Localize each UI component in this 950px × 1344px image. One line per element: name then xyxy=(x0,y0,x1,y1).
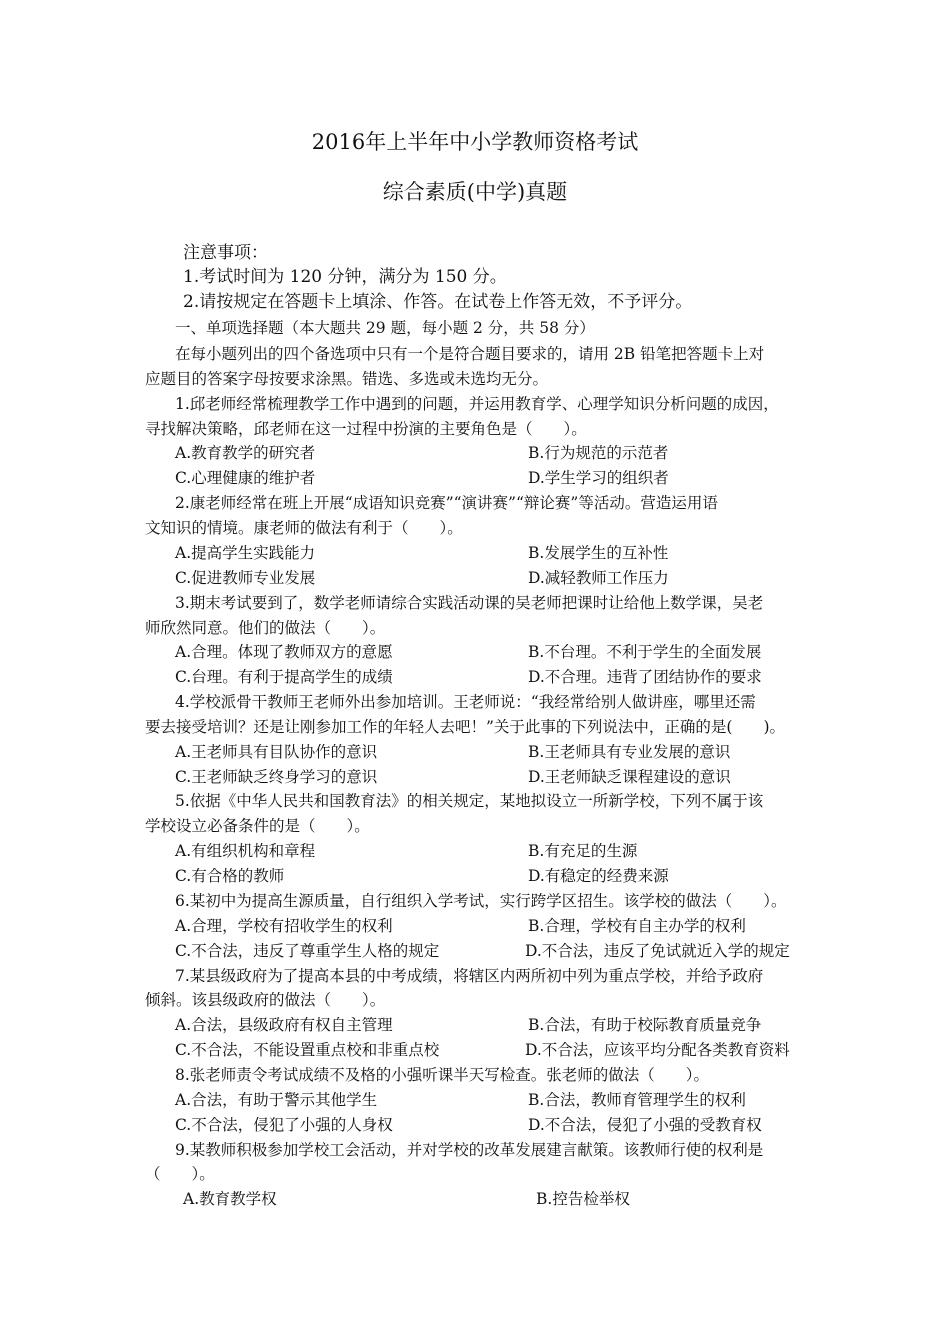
option-b: B.有充足的生源 xyxy=(528,842,638,860)
section-instruction: 在每小题列出的四个备选项中只有一个是符合题目要求的，请用 2B 铅笔把答题卡上对 xyxy=(175,345,765,363)
question-stem: 5.依据《中华人民共和国教育法》的相关规定，某地拟设立一所新学校，下列不属于该 xyxy=(175,792,764,810)
option-c: C.不合法，不能设置重点校和非重点校 xyxy=(175,1041,440,1059)
option-d: D.不合法，应该平均分配各类教育资料 xyxy=(525,1041,790,1059)
question-stem: 寻找解决策略，邱老师在这一过程中扮演的主要角色是（ ）。 xyxy=(145,420,587,438)
option-c: C.台理。有利于提高学生的成绩 xyxy=(175,668,393,686)
page-subtitle: 综合素质(中学)真题 xyxy=(382,180,568,204)
notice-item: 2.请按规定在答题卡上填涂、作答。在试卷上作答无效，不予评分。 xyxy=(183,292,693,312)
option-c: C.不合法，违反了尊重学生人格的规定 xyxy=(175,942,440,960)
notice-item: 1.考试时间为 120 分钟，满分为 150 分。 xyxy=(183,267,507,287)
option-b: B.不台理。不利于学生的全面发展 xyxy=(528,643,762,661)
option-a: A.合法，有助于警示其他学生 xyxy=(175,1091,378,1109)
option-c: C.有合格的教师 xyxy=(175,867,285,885)
option-a: A.王老师具有目队协作的意识 xyxy=(175,743,378,761)
question-stem: 8.张老师责令考试成绩不及格的小强听课半天写检查。张老师的做法（ ）。 xyxy=(175,1066,710,1084)
option-b: B.合法，教师育管理学生的权利 xyxy=(528,1091,746,1109)
question-stem: 6.某初中为提高生源质量，自行组织入学考试，实行跨学区招生。该学校的做法（ ）。 xyxy=(175,892,787,910)
question-stem: 4.学校派骨干教师王老师外出参加培训。王老师说：“我经常给别人做讲座，哪里还需 xyxy=(175,693,756,711)
question-stem: 要去接受培训？还是让刚参加工作的年轻人去吧！”关于此事的下列说法中，正确的是( )。 xyxy=(145,718,786,736)
option-d: D.减轻教师工作压力 xyxy=(528,569,669,587)
question-stem: 倾斜。该县级政府的做法（ ）。 xyxy=(145,991,386,1009)
option-d: D.不合法，侵犯了小强的受教育权 xyxy=(528,1116,762,1134)
option-a: A.提高学生实践能力 xyxy=(175,544,316,562)
option-b: B.合法，有助于校际教育质量竞争 xyxy=(528,1016,762,1034)
question-stem: 9.某教师积极参加学校工会活动，并对学校的改革发展建言献策。该教师行使的权利是 xyxy=(175,1141,764,1159)
question-stem: 文知识的情境。康老师的做法有利于（ ）。 xyxy=(145,519,463,537)
option-d: D.有稳定的经费来源 xyxy=(528,867,669,885)
question-stem: （ ）。 xyxy=(145,1165,215,1183)
option-b: B.行为规范的示范者 xyxy=(528,444,669,462)
option-a: A.合理。体现了教师双方的意愿 xyxy=(175,643,393,661)
section-instruction: 应题目的答案字母按要求涂黑。错选、多选或未选均无分。 xyxy=(145,370,549,388)
option-a: A.教育教学权 xyxy=(183,1190,277,1208)
option-d: D.不合理。违背了团结协作的要求 xyxy=(528,668,762,686)
option-c: C.不合法，侵犯了小强的人身权 xyxy=(175,1116,393,1134)
option-b: B.王老师具有专业发展的意识 xyxy=(528,743,731,761)
option-b: B.控告检举权 xyxy=(536,1190,630,1208)
option-d: D.不合法，违反了免试就近入学的规定 xyxy=(525,942,790,960)
page-title: 2016年上半年中小学教师资格考试 xyxy=(311,130,639,154)
question-stem: 学校设立必备条件的是（ ）。 xyxy=(145,817,370,835)
option-b: B.发展学生的互补性 xyxy=(528,544,669,562)
option-a: A.合法，县级政府有权自主管理 xyxy=(175,1016,393,1034)
section-heading: 一、单项选择题（本大题共 29 题，每小题 2 分，共 58 分） xyxy=(175,319,595,337)
option-a: A.有组织机构和章程 xyxy=(175,842,316,860)
question-stem: 3.期末考试要到了，数学老师请综合实践活动课的吴老师把课时让给他上数学课，吴老 xyxy=(175,594,764,612)
option-c: C.心理健康的维护者 xyxy=(175,469,316,487)
option-a: A.教育教学的研究者 xyxy=(175,444,316,462)
question-stem: 师欣然同意。他们的做法（ ）。 xyxy=(145,619,386,637)
option-a: A.合理，学校有招收学生的权利 xyxy=(175,917,393,935)
option-c: C.促进教师专业发展 xyxy=(175,569,316,587)
option-d: D.学生学习的组织者 xyxy=(528,469,669,487)
question-stem: 1.邱老师经常梳理教学工作中遇到的问题，并运用教育学、心理学知识分析问题的成因， xyxy=(175,395,779,413)
notice-heading: 注意事项： xyxy=(183,243,268,263)
question-stem: 2.康老师经常在班上开展“成语知识竞赛”“演讲赛”“辩论赛”等活动。营造运用语 xyxy=(175,494,718,512)
question-stem: 7.某县级政府为了提高本县的中考成绩，将辖区内两所初中列为重点学校，并给予政府 xyxy=(175,967,764,985)
option-c: C.王老师缺乏终身学习的意识 xyxy=(175,768,378,786)
option-b: B.合理，学校有自主办学的权利 xyxy=(528,917,746,935)
option-d: D.王老师缺乏课程建设的意识 xyxy=(528,768,731,786)
